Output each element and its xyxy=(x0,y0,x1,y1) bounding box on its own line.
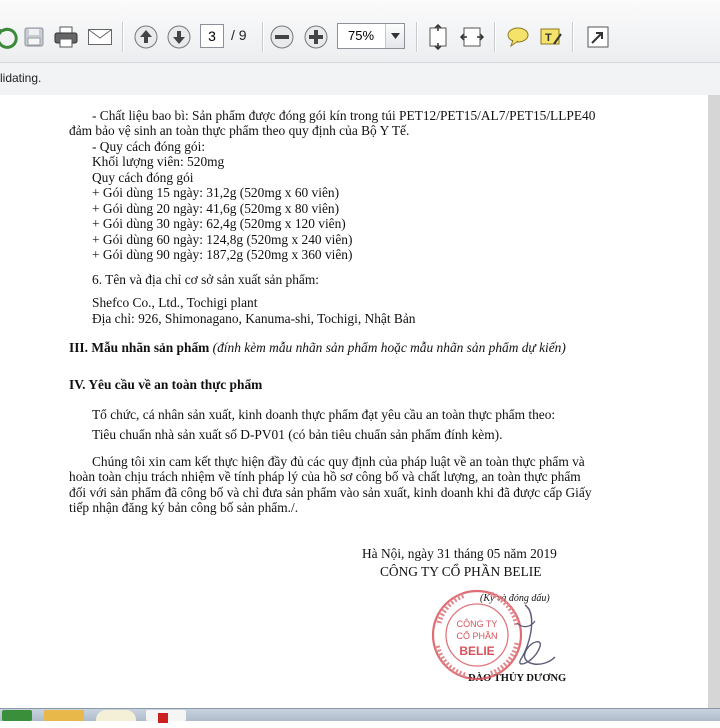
signing-date: Hà Nội, ngày 31 tháng 05 năm 2019 xyxy=(362,546,557,561)
doc-line: - Chất liệu bao bì: Sản phẩm được đóng gói kín trong túi PET12/PET15/AL7/PET15/LLPE40 xyxy=(92,108,596,123)
save-icon[interactable] xyxy=(20,22,48,52)
vertical-scrollbar[interactable] xyxy=(708,95,720,708)
doc-line: Khối lượng viên: 520mg xyxy=(92,154,225,169)
email-icon[interactable] xyxy=(86,22,114,52)
pdf-taskbar-icon[interactable] xyxy=(146,710,186,721)
app-taskbar-icon[interactable] xyxy=(96,710,136,721)
status-strip xyxy=(0,62,720,96)
doc-line: tiếp nhận đăng ký bản công bố sản phẩm./. xyxy=(69,500,299,515)
svg-text:BELIE: BELIE xyxy=(459,644,495,658)
status-text: lidating. xyxy=(0,71,42,85)
excel-taskbar-icon[interactable] xyxy=(2,710,32,721)
svg-text:CỔ PHẦN: CỔ PHẦN xyxy=(456,631,498,641)
print-icon[interactable] xyxy=(52,22,80,52)
document-page xyxy=(0,95,708,708)
chevron-down-icon[interactable] xyxy=(385,24,404,48)
svg-text:CÔNG TY: CÔNG TY xyxy=(456,619,498,629)
doc-line: Chúng tôi xin cam kết thực hiện đầy đủ các quy định của pháp luật về an toàn thực phẩm và xyxy=(92,454,585,469)
document-content xyxy=(0,95,708,708)
page-down-icon[interactable] xyxy=(165,22,193,52)
doc-line: đảm bảo vệ sinh an toàn thực phẩm theo quy định của Bộ Y Tế. xyxy=(69,123,410,138)
doc-line: Tiêu chuẩn nhà sản xuất số D-PV01 (có bản tiêu chuẩn sản phẩm đính kèm). xyxy=(92,427,503,442)
fit-width-icon[interactable] xyxy=(458,22,486,52)
section-heading xyxy=(69,340,566,356)
company-stamp xyxy=(425,583,575,687)
doc-line: Quy cách đóng gói xyxy=(92,170,194,185)
company-name: CÔNG TY CỔ PHẦN BELIE xyxy=(380,564,542,579)
doc-line: + Gói dùng 60 ngày: 124,8g (520mg x 240 viên) xyxy=(92,232,353,247)
page-number-input[interactable]: 3 xyxy=(200,24,224,48)
doc-line: + Gói dùng 15 ngày: 31,2g (520mg x 60 viên) xyxy=(92,185,340,200)
page-total-label: / 9 xyxy=(231,27,247,43)
comment-icon[interactable] xyxy=(504,22,532,52)
section-3-note: (đính kèm mẫu nhãn sản phẩm hoặc mẫu nhãn sản phẩm dự kiến) xyxy=(212,340,566,355)
document-viewport[interactable] xyxy=(0,95,720,708)
zoom-value: 75% xyxy=(348,28,375,43)
doc-line: 6. Tên và địa chỉ cơ sở sản xuất sản phẩm: xyxy=(92,272,319,287)
doc-line: - Quy cách đóng gói: xyxy=(92,139,206,154)
fit-page-icon[interactable] xyxy=(424,22,452,52)
doc-line: Tổ chức, cá nhân sản xuất, kinh doanh thực phẩm đạt yêu cầu an toàn thực phẩm theo: xyxy=(92,407,556,422)
zoom-in-icon[interactable] xyxy=(302,22,330,52)
page-up-icon[interactable] xyxy=(132,22,160,52)
doc-line: đối với sản phẩm đã công bố và chỉ đưa sản phẩm vào sản xuất, kinh doanh khi đã được cấp Giấy xyxy=(69,485,592,500)
taskbar xyxy=(0,708,720,721)
folder-taskbar-icon[interactable] xyxy=(44,710,84,721)
doc-line: + Gói dùng 90 ngày: 187,2g (520mg x 360 viên) xyxy=(92,247,353,262)
section-3-title: III. Mẫu nhãn sản phẩm xyxy=(69,340,210,355)
sign-note: (Ký và đóng dấu) xyxy=(480,593,550,604)
highlight-text-icon[interactable] xyxy=(537,22,565,52)
fullscreen-icon[interactable] xyxy=(584,22,612,52)
section-4-title: IV. Yêu cầu về an toàn thực phẩm xyxy=(69,377,263,392)
doc-line: + Gói dùng 30 ngày: 62,4g (520mg x 120 viên) xyxy=(92,216,346,231)
refresh-icon[interactable] xyxy=(0,22,20,52)
doc-line: Địa chỉ: 926, Shimonagano, Kanuma-shi, Tochigi, Nhật Bản xyxy=(92,311,416,326)
doc-line: hoàn toàn chịu trách nhiệm về tính pháp lý của hồ sơ công bố và chất lượng, an toàn thực phẩm xyxy=(69,469,581,484)
doc-line: + Gói dùng 20 ngày: 41,6g (520mg x 80 viên) xyxy=(92,201,340,216)
zoom-out-icon[interactable] xyxy=(268,22,296,52)
svg-text:T: T xyxy=(545,32,552,44)
zoom-select[interactable] xyxy=(337,23,405,49)
signer-name: ĐÀO THỦY DƯƠNG xyxy=(468,673,567,684)
doc-line: Shefco Co., Ltd., Tochigi plant xyxy=(92,295,258,310)
